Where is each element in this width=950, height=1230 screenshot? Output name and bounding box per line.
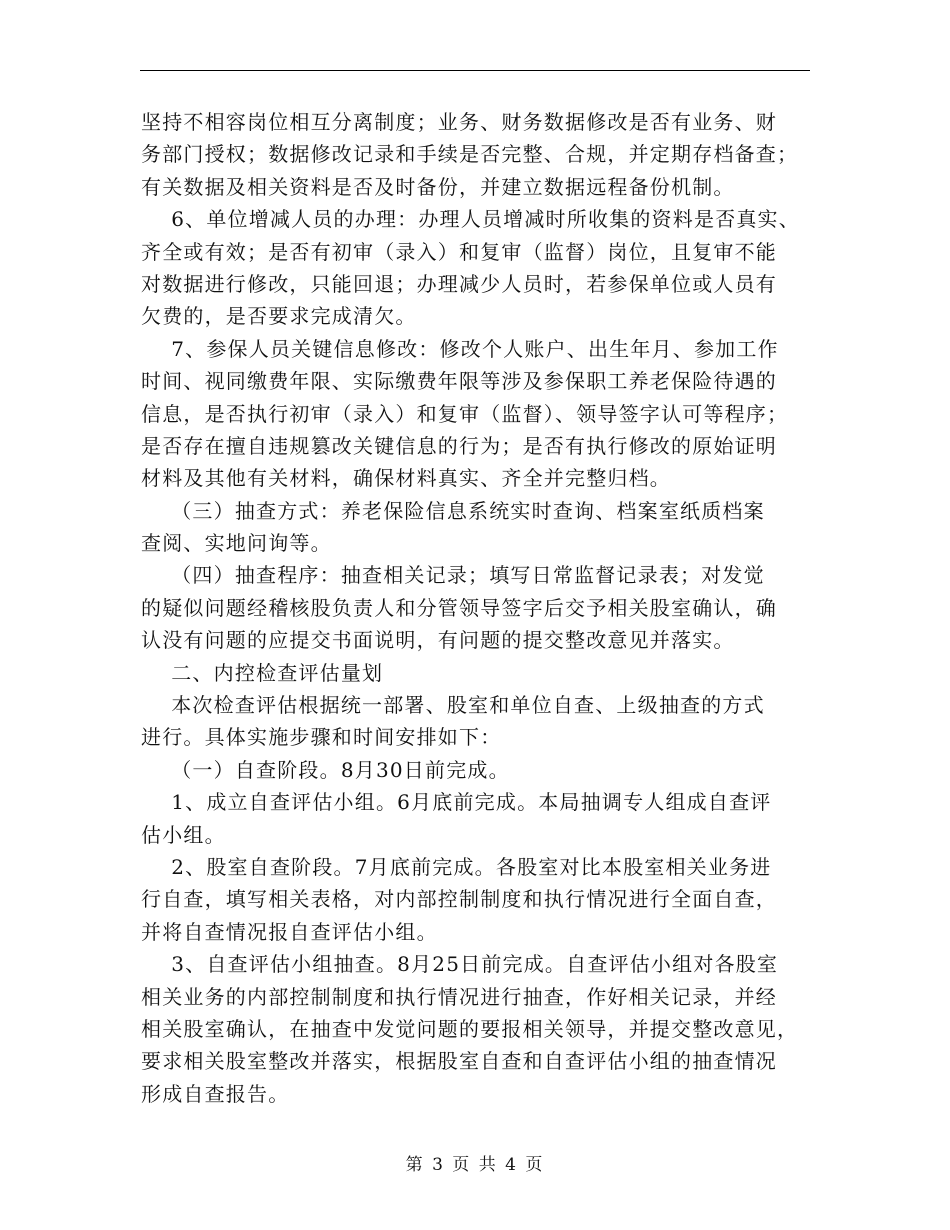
text-line: （四）抽查程序：抽查相关记录；填写日常监督记录表；对发觉 xyxy=(141,563,765,588)
text-line: 齐全或有效；是否有初审（录入）和复审（监督）岗位，且复审不能 xyxy=(141,239,777,264)
text-line: 进行。具体实施步骤和时间安排如下： xyxy=(141,725,502,750)
text-line: 材料及其他有关材料，确保材料真实、齐全并完整归档。 xyxy=(141,466,671,491)
text-line: （一）自查阶段。8月30日前完成。 xyxy=(141,757,510,782)
text-line: 形成自查报告。 xyxy=(141,1081,290,1106)
text-line: 3、自查评估小组抽查。8月25日前完成。自查评估小组对各股室 xyxy=(141,952,779,977)
text-line: 要求相关股室整改并落实，根据股室自查和自查评估小组的抽查情况 xyxy=(141,1049,777,1074)
text-line: 估小组。 xyxy=(141,822,226,847)
text-line: 1、成立自查评估小组。6月底前完成。本局抽调专人组成自查评 xyxy=(141,790,772,815)
page-footer: 第 3 页 共 4 页 xyxy=(405,1155,545,1175)
section-heading: 二、内控检查评估量划 xyxy=(141,660,384,685)
text-line: 并将自查情况报自查评估小组。 xyxy=(141,919,438,944)
text-line: 认没有问题的应提交书面说明，有问题的提交整改意见并落实。 xyxy=(141,628,735,653)
text-line: 有关数据及相关资料是否及时备份，并建立数据远程备份机制。 xyxy=(141,174,735,199)
text-line: 坚持不相容岗位相互分离制度；业务、财务数据修改是否有业务、财 xyxy=(141,110,777,134)
text-line: 对数据进行修改，只能回退；办理减少人员时，若参保单位或人员有 xyxy=(141,271,777,296)
text-line: 相关业务的内部控制制度和执行情况进行抽查，作好相关记录，并经 xyxy=(141,984,777,1009)
text-line: 2、股室自查阶段。7月底前完成。各股室对比本股室相关业务进 xyxy=(141,854,772,879)
text-line: 本次检查评估根据统一部署、股室和单位自查、上级抽查的方式 xyxy=(141,693,765,718)
text-line: 时间、视同缴费年限、实际缴费年限等涉及参保职工养老保险待遇的 xyxy=(141,369,777,394)
text-line: 欠费的，是否要求完成清欠。 xyxy=(141,304,417,329)
text-line: 行自查，填写相关表格，对内部控制制度和执行情况进行全面自查， xyxy=(141,887,777,912)
text-line: 6、单位增减人员的办理：办理人员增减时所收集的资料是否真实、 xyxy=(141,207,800,232)
text-line: 信息，是否执行初审（录入）和复审（监督）、领导签字认可等程序； xyxy=(141,401,789,426)
text-line: 相关股室确认，在抽查中发觉问题的要报相关领导，并提交整改意见， xyxy=(141,1016,799,1041)
header-rule xyxy=(140,70,810,71)
text-line: 的疑似问题经稽核股负责人和分管领导签字后交予相关股室确认，确 xyxy=(141,595,777,620)
text-line: 务部门授权；数据修改记录和手续是否完整、合规，并定期存档备查； xyxy=(141,142,799,167)
text-line: 查阅、实地问询等。 xyxy=(141,531,332,556)
body-text xyxy=(141,106,821,1110)
text-line: （三）抽查方式：养老保险信息系统实时查询、档案室纸质档案 xyxy=(141,498,765,523)
text-line: 是否存在擅自违规篡改关键信息的行为；是否有执行修改的原始证明 xyxy=(141,433,777,458)
text-line: 7、参保人员关键信息修改：修改个人账户、出生年月、参加工作 xyxy=(141,336,779,361)
